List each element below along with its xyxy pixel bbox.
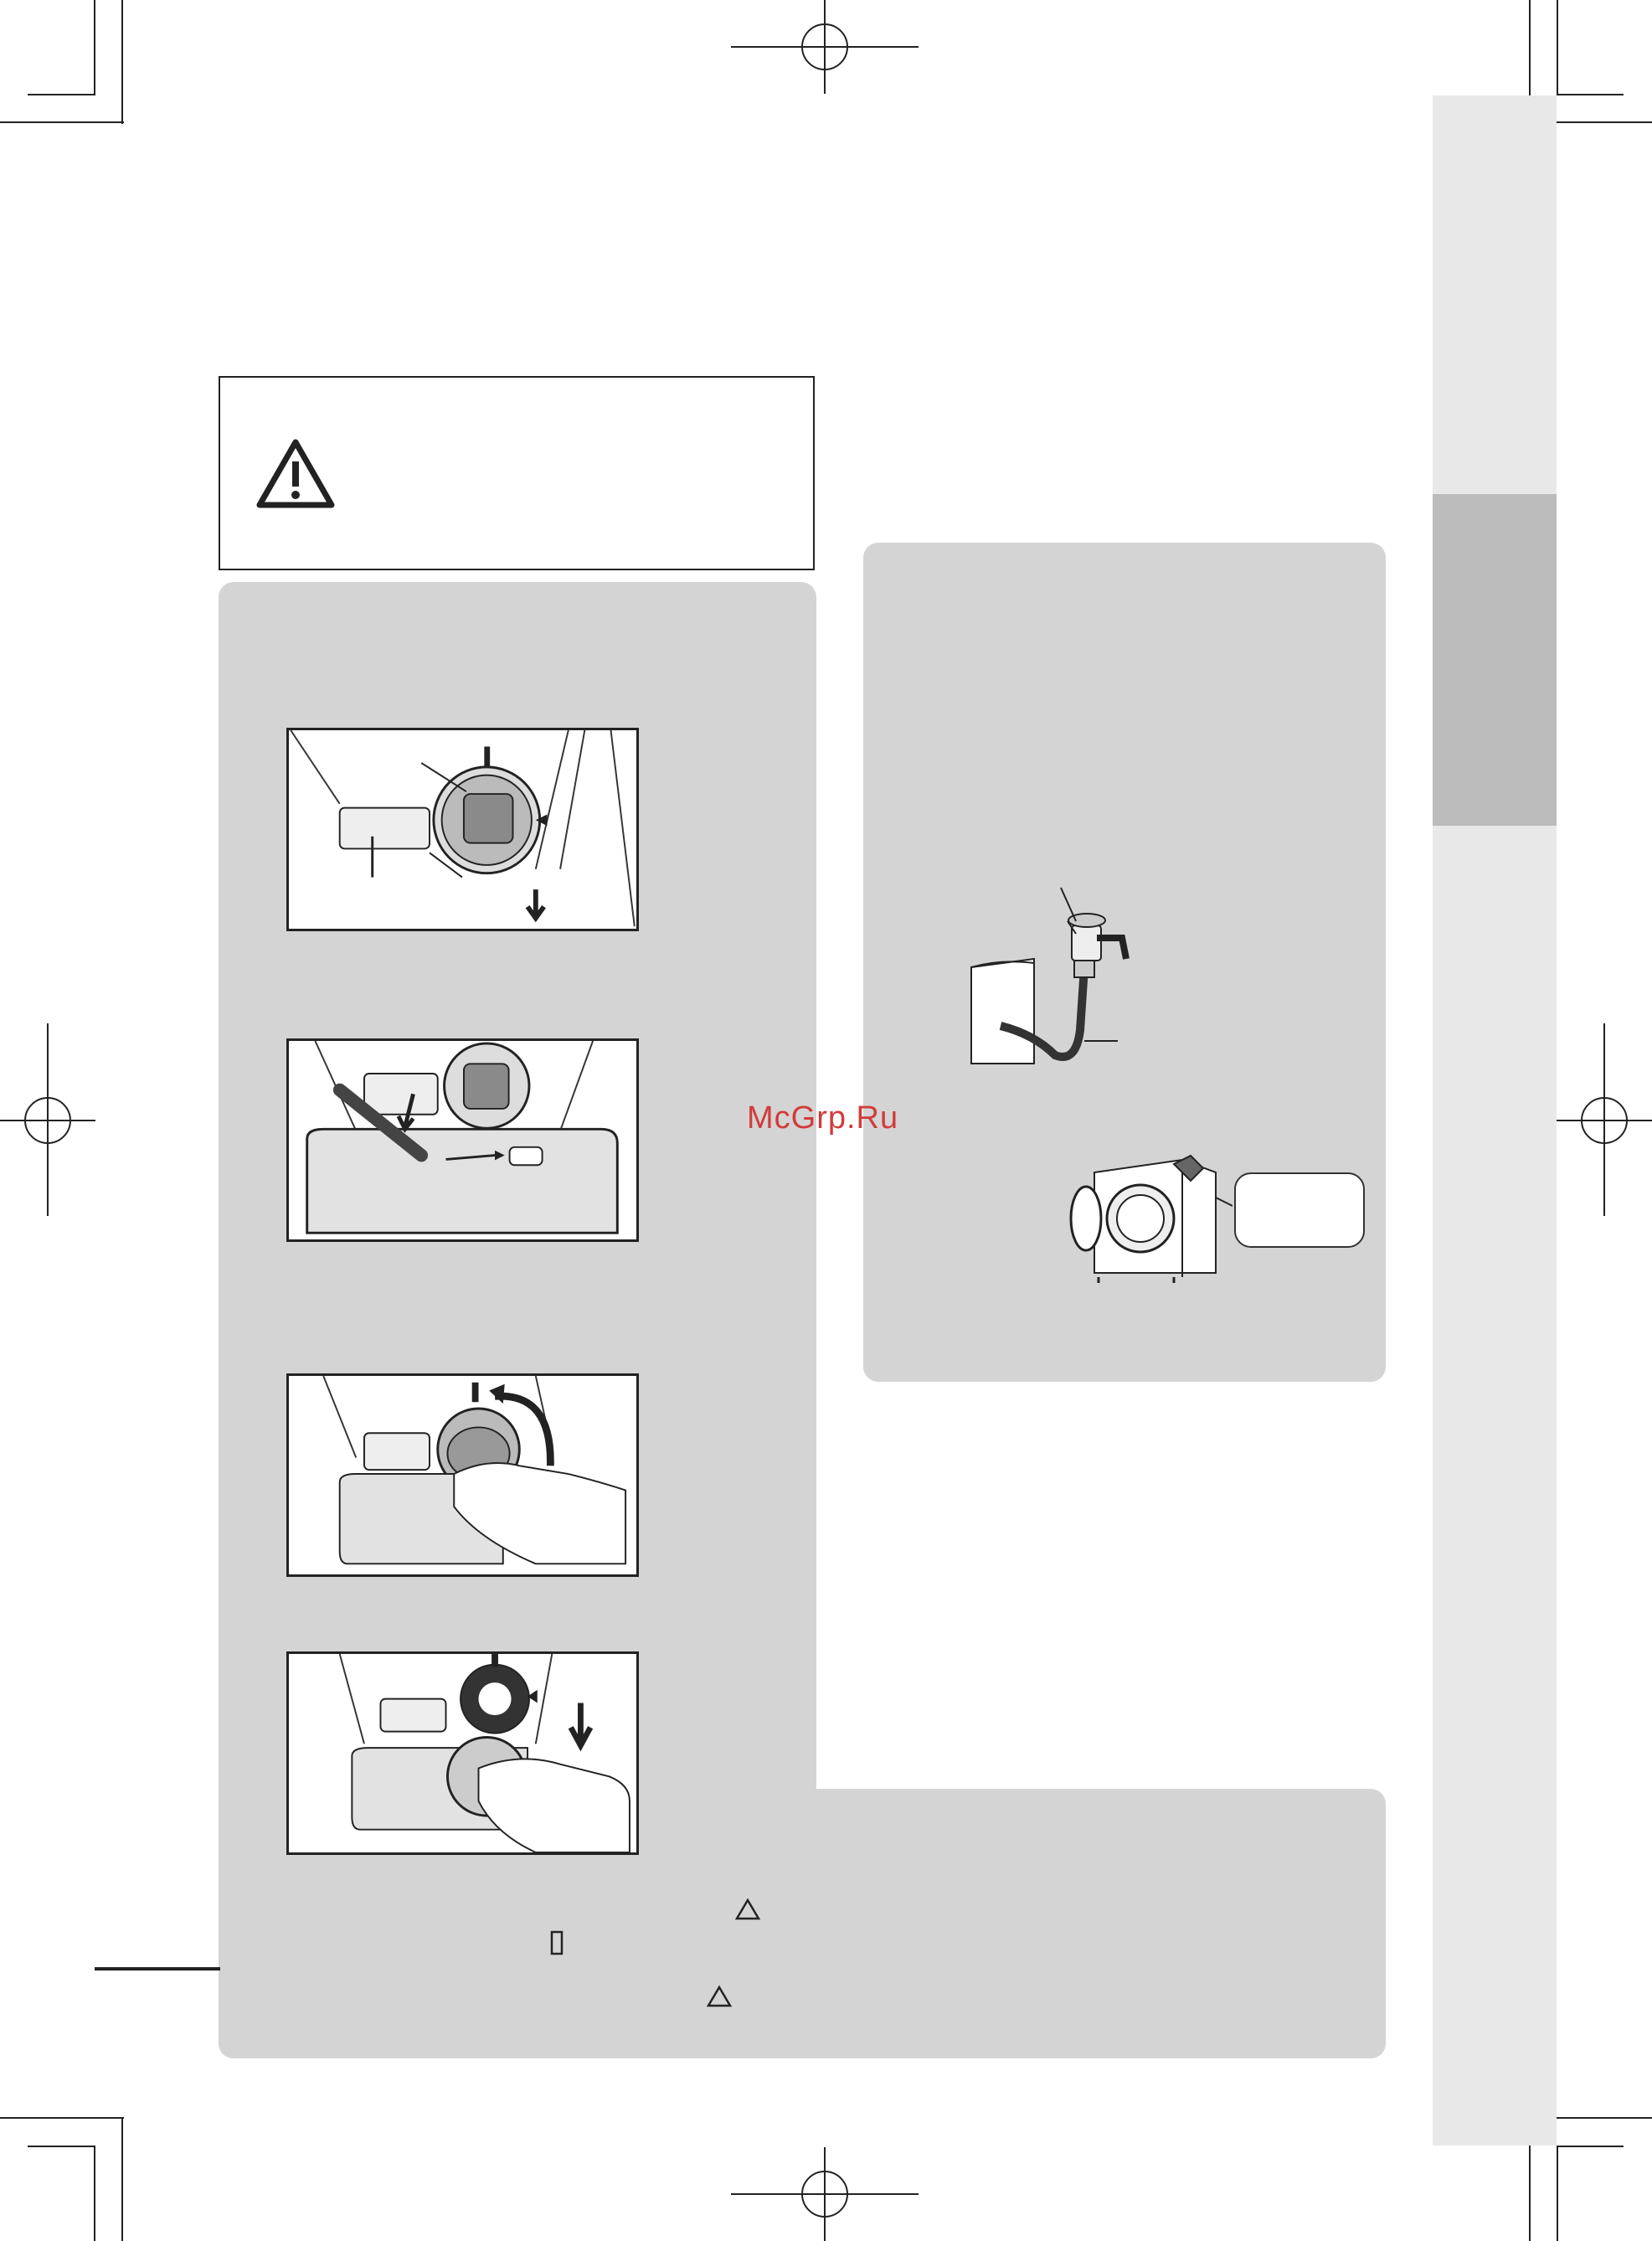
drain-hose-container-illustration	[289, 1041, 636, 1239]
registration-mark-left	[0, 1023, 95, 1216]
chapter-tab-strip	[1433, 95, 1557, 2146]
watermark-text: McGrp.Ru	[747, 1100, 899, 1136]
footer-rule	[95, 1967, 220, 1971]
turn-filter-cap-illustration	[289, 1376, 636, 1574]
step-4-figure	[286, 1651, 639, 1855]
remove-filter-illustration	[289, 1654, 636, 1852]
callout-bubble	[1234, 1172, 1365, 1248]
water-tap-hose-illustration	[967, 884, 1172, 1072]
rectangle-mark-icon	[550, 1930, 564, 1955]
warning-triangle-icon	[255, 438, 336, 510]
triangle-mark-icon	[734, 1898, 761, 1921]
triangle-mark-icon	[706, 1985, 733, 2008]
warning-box	[219, 376, 815, 570]
washing-machine-illustration	[1065, 1147, 1233, 1290]
step-2-figure	[286, 1038, 639, 1242]
registration-mark-right	[1557, 1023, 1652, 1216]
step-1-figure	[286, 728, 639, 931]
registration-mark-top	[731, 0, 924, 94]
chapter-tab-active	[1433, 494, 1557, 826]
drain-filter-cover-illustration	[289, 730, 636, 929]
step-3-figure	[286, 1373, 639, 1577]
registration-mark-bottom	[731, 2147, 924, 2241]
